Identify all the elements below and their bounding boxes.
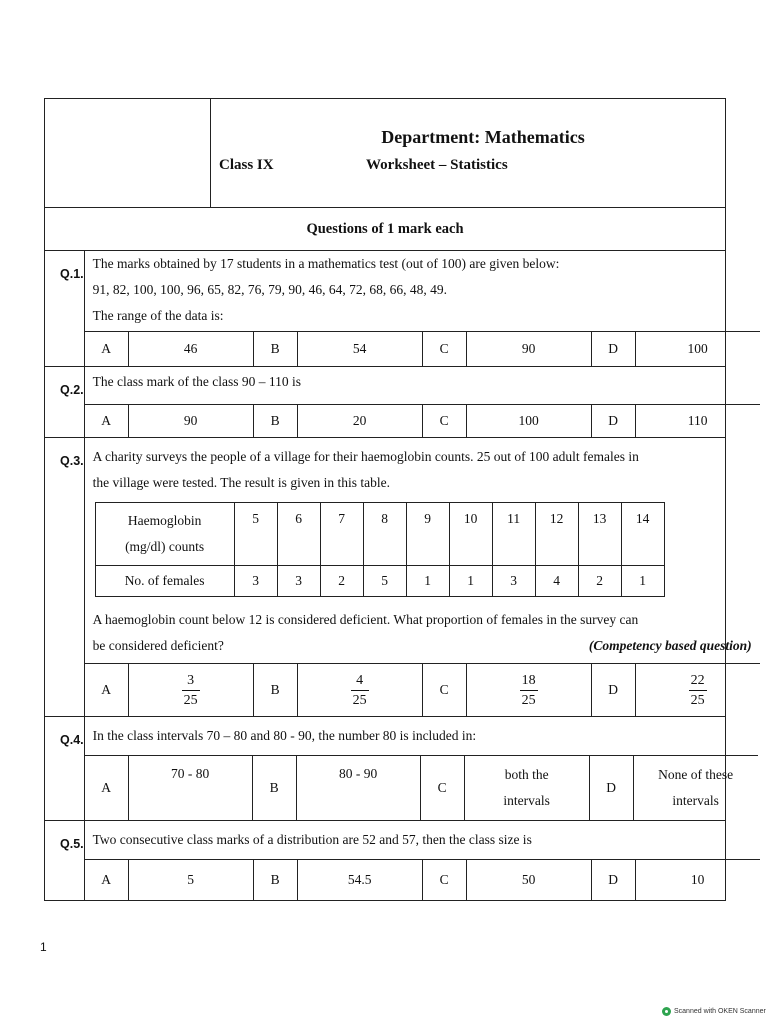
- options-row: [85, 663, 760, 716]
- table-cell: 3: [234, 566, 277, 597]
- table-cell: 5: [234, 503, 277, 566]
- option-value: both the intervals: [465, 756, 590, 820]
- options-row: [85, 859, 760, 900]
- question-text: The marks obtained by 17 students in a mathematics test (out of 100) are given below:: [92, 256, 560, 271]
- options-row: [85, 404, 760, 437]
- option-letter: D: [592, 664, 636, 716]
- option-value: 46: [129, 332, 254, 366]
- option-letter: C: [423, 860, 467, 900]
- question-body: [85, 251, 760, 366]
- option-value: 70 - 80: [129, 756, 253, 820]
- table-cell: 2: [320, 566, 363, 597]
- option-letter: D: [592, 405, 636, 437]
- question-row-3: [45, 438, 752, 717]
- option-letter: C: [423, 405, 467, 437]
- table-cell: 14: [621, 503, 664, 566]
- question-body: [85, 438, 760, 716]
- question-text: A charity surveys the people of a village for their haemoglobin counts. 25 out of 100 adult females in: [92, 449, 639, 464]
- options-row: [85, 331, 760, 366]
- option-value: 20: [298, 405, 423, 437]
- question-text: be considered deficient?: [92, 638, 224, 653]
- question-row-5: [45, 821, 725, 900]
- option-value: 90: [467, 332, 592, 366]
- option-letter: A: [85, 756, 129, 820]
- table-cell: 1: [406, 566, 449, 597]
- question-text: A haemoglobin count below 12 is considered deficient. What proportion of females in the survey can: [92, 612, 639, 627]
- table-cell: 8: [363, 503, 406, 566]
- options-row: [85, 755, 758, 820]
- option-letter: B: [254, 860, 298, 900]
- option-letter: A: [85, 332, 129, 366]
- worksheet-title: Worksheet – Statistics: [366, 157, 508, 173]
- option-letter: D: [592, 860, 636, 900]
- table-cell: 7: [320, 503, 363, 566]
- table-cell: 2: [578, 566, 621, 597]
- option-value: None of these intervals: [658, 767, 734, 808]
- question-body: [85, 717, 758, 820]
- option-letter: C: [423, 332, 467, 366]
- header-logo-cell: [45, 99, 211, 207]
- question-text: the village were tested. The result is given in this table.: [92, 475, 391, 490]
- option-value: 54.5: [298, 860, 423, 900]
- table-cell: 12: [535, 503, 578, 566]
- question-text: In the class intervals 70 – 80 and 80 - 90, the number 80 is included in:: [92, 728, 477, 743]
- question-body: [85, 821, 760, 900]
- table-cell: 9: [406, 503, 449, 566]
- option-letter: B: [254, 664, 298, 716]
- worksheet-table: [44, 98, 752, 901]
- question-number: Q.4.: [45, 717, 85, 820]
- class-label: Class IX: [219, 157, 274, 173]
- option-value: $\frac{3}{25}$: [129, 664, 254, 716]
- option-letter: B: [254, 332, 298, 366]
- option-value: 10: [690, 872, 705, 887]
- table-cell: 3: [492, 566, 535, 597]
- question-text: The class mark of the class 90 – 110 is: [92, 374, 301, 389]
- scanner-text: Scanned with OKEN Scanner: [674, 1008, 766, 1015]
- option-letter: C: [423, 664, 467, 716]
- table-cell: 6: [277, 503, 320, 566]
- table-header-cell: Haemoglobin (mg/dl) counts: [95, 503, 234, 566]
- option-letter: A: [85, 405, 129, 437]
- option-letter: B: [253, 756, 297, 820]
- scanner-logo-icon: [662, 1007, 671, 1016]
- option-letter: D: [592, 332, 636, 366]
- scanner-watermark: [662, 1007, 766, 1016]
- option-value: $\frac{4}{25}$: [298, 664, 423, 716]
- section-heading: Questions of 1 mark each: [306, 220, 464, 237]
- question-text: 91, 82, 100, 100, 96, 65, 82, 76, 79, 90, 46, 64, 72, 68, 66, 48, 49.: [92, 282, 447, 297]
- table-cell: 4: [535, 566, 578, 597]
- question-number: Q.3.: [45, 438, 85, 716]
- option-value: 50: [467, 860, 592, 900]
- question-number: Q.2.: [45, 367, 85, 437]
- option-value: $\frac{18}{25}$: [467, 664, 592, 716]
- option-value: 100: [687, 341, 708, 356]
- option-letter: A: [85, 664, 129, 716]
- option-value: 80 - 90: [297, 756, 421, 820]
- question-text: The range of the data is:: [92, 308, 224, 323]
- question-number: Q.1.: [45, 251, 85, 366]
- option-letter: D: [590, 756, 634, 820]
- option-value: 5: [129, 860, 254, 900]
- question-text: Two consecutive class marks of a distribution are 52 and 57, then the class size is: [92, 832, 532, 847]
- option-value: $\frac{22}{25}$: [690, 672, 705, 708]
- table-cell: 3: [277, 566, 320, 597]
- table-header-cell: No. of females: [95, 566, 234, 597]
- option-letter: A: [85, 860, 129, 900]
- option-letter: B: [254, 405, 298, 437]
- option-value: 54: [298, 332, 423, 366]
- question-row-2: [45, 367, 725, 438]
- table-cell: 11: [492, 503, 535, 566]
- option-value: 100: [467, 405, 592, 437]
- table-cell: 1: [621, 566, 664, 597]
- department-title: Department: Mathematics: [381, 127, 585, 147]
- question-row-1: [45, 251, 725, 367]
- competency-tag: (Competency based question): [588, 638, 752, 653]
- question-row-4: [45, 717, 734, 821]
- table-cell: 1: [449, 566, 492, 597]
- section-heading-row: [45, 208, 725, 251]
- table-cell: 13: [578, 503, 621, 566]
- option-value: 110: [687, 413, 708, 428]
- haemoglobin-table: [95, 502, 665, 597]
- question-body: [85, 367, 760, 437]
- table-cell: 5: [363, 566, 406, 597]
- option-value: 90: [129, 405, 254, 437]
- header-title-cell: [211, 99, 725, 207]
- table-cell: 10: [449, 503, 492, 566]
- header-row: [45, 99, 725, 208]
- page-number: 1: [40, 940, 47, 954]
- question-number: Q.5.: [45, 821, 85, 900]
- option-letter: C: [421, 756, 465, 820]
